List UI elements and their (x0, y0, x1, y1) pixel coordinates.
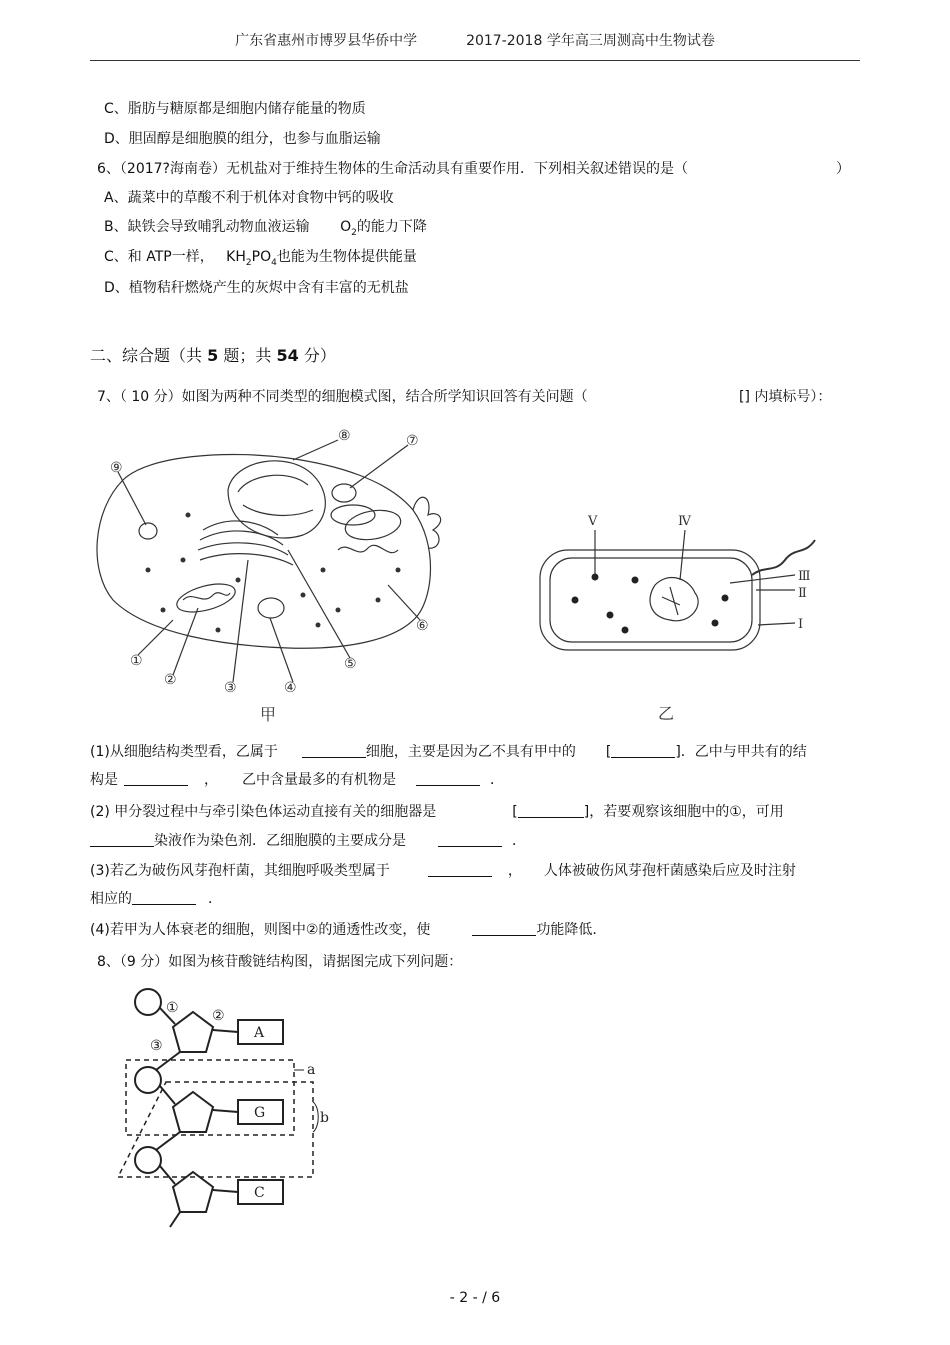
leader-4 (270, 618, 293, 682)
bond-p3 (160, 1166, 175, 1184)
q7-s3-b: ， (507, 863, 522, 879)
q7-s1-b: 细胞，主要是因为乙不具有甲中的 (365, 744, 576, 760)
q6-option-c-sub2: 4 (271, 257, 277, 268)
caption-yi: 乙 (658, 704, 675, 723)
phosphate-1 (135, 989, 161, 1015)
section-post: 分） (303, 346, 336, 365)
golgi-stack (198, 521, 293, 565)
q7-s1-d: 构是 (90, 772, 118, 788)
blank-4[interactable] (416, 771, 480, 786)
q7-s2-d: ． (512, 833, 526, 849)
label-9: ⑨ (110, 460, 123, 476)
q6-option-c-pre: C、和 ATP一样， (104, 249, 214, 265)
label-6: ⑥ (416, 618, 429, 634)
q8-stem: 8、（9 分）如图为核苷酸链结构图，请据图完成下列问题： (97, 954, 463, 970)
phosphate-3 (135, 1147, 161, 1173)
blank-7[interactable] (438, 832, 502, 847)
centriole-9 (139, 523, 157, 539)
blank-2[interactable] (611, 743, 675, 758)
q7-s1-g: ． (490, 772, 504, 788)
q7-s2-line1: (2) 甲分裂过程中与牵引染色体运动直接有关的细胞器是 [ ]，若要观察该细胞中的①，可用 (90, 804, 784, 820)
lysosome (258, 598, 284, 618)
label-III: Ⅲ (798, 569, 811, 584)
label-V: Ⅴ (588, 514, 598, 529)
caption-jia: 甲 (260, 705, 277, 724)
link-1 (156, 1052, 180, 1070)
mitochondrion-cristae (183, 593, 230, 600)
bond-base-c (213, 1190, 238, 1192)
leader-6 (388, 585, 420, 620)
q6-option-b-post: 的能力下降 (356, 219, 427, 235)
figure-bacterium (530, 505, 830, 725)
label-5: ⑤ (344, 656, 357, 672)
section-count: 5 (207, 346, 219, 365)
q5-option-c: C、脂肪与糖原都是细胞内储存能量的物质 (104, 101, 366, 117)
q6-option-b (104, 217, 427, 243)
q7-stem: 7、（ 10 分）如图为两种不同类型的细胞模式图，结合所学知识回答有关问题（ (97, 389, 588, 405)
label-II: Ⅱ (798, 586, 807, 601)
rough-er (338, 545, 398, 552)
q6-option-b-o: O (340, 219, 352, 235)
leader-9 (118, 472, 146, 525)
page-number: - 2 - / 6 (449, 1290, 501, 1306)
q7-s3-e: ． (208, 891, 222, 907)
q7-s4 (90, 920, 597, 940)
header-rule (90, 60, 860, 61)
q6-option-c-sub1: 2 (245, 257, 252, 268)
q7-s2-a: (2) 甲分裂过程中与牵引染色体运动直接有关的细胞器是 (90, 804, 437, 820)
section-score: 54 (276, 346, 299, 365)
q7-s3-d: 相应的 (90, 891, 132, 907)
q7-s4-b: 功能降低. (536, 922, 597, 938)
pentose-3 (173, 1172, 213, 1212)
header-title: 2017-2018 学年高三周测高中生物试卷 (466, 33, 715, 49)
q7-s3-line2 (90, 889, 222, 909)
link-3 (170, 1212, 180, 1227)
q7-s3-a: (3)若乙为破伤风芽孢杆菌，其细胞呼吸类型属于 (90, 863, 390, 879)
label-I: Ⅰ (798, 617, 804, 632)
blank-6[interactable] (90, 832, 154, 847)
bond-base-a (213, 1030, 238, 1032)
base-c: C (254, 1185, 265, 1201)
section-heading (90, 345, 336, 367)
base-a: A (254, 1025, 265, 1041)
q7-s2-line2 (90, 831, 526, 851)
q7-s4-a: (4)若甲为人体衰老的细胞，则图中②的通透性改变，使 (90, 922, 431, 938)
cell-membrane-yi (550, 558, 752, 642)
blank-3[interactable] (124, 771, 188, 786)
phosphate-2 (135, 1067, 161, 1093)
blank-1[interactable] (302, 743, 366, 758)
q6-option-c-post: 也能为生物体提供能量 (276, 249, 417, 265)
cell-membrane (97, 454, 431, 648)
base-g: G (254, 1105, 266, 1121)
pentose-2 (173, 1092, 213, 1132)
blank-8[interactable] (428, 862, 492, 877)
leader-5 (288, 550, 350, 658)
nucleus-envelope-line (238, 475, 308, 492)
figure-nucleotide-chain (108, 982, 333, 1232)
q6-option-c (104, 247, 417, 273)
header-school: 广东省惠州市博罗县华侨中学 (235, 33, 418, 49)
dashed-box-b (118, 1082, 313, 1177)
q7-s2-b: ，若要观察该细胞中的①，可用 (589, 804, 784, 820)
q7-s1-e: ， (204, 772, 218, 788)
q7-s1-f: 乙中含量最多的有机物是 (242, 772, 396, 788)
q7-s3-c: 人体被破伤风芽孢杆菌感染后应及时注射 (543, 863, 796, 879)
bond-base-g (213, 1110, 238, 1112)
blank-10[interactable] (472, 921, 536, 936)
label-b: b (320, 1110, 329, 1126)
q6-option-b-sub: 2 (351, 227, 357, 238)
leader-8 (293, 440, 338, 460)
blank-5[interactable] (518, 803, 584, 818)
q7-s1-a: (1)从细胞结构类型看，乙属于 (90, 744, 278, 760)
q7-s2-c: 染液作为染色剂．乙细胞膜的主要成分是 (154, 833, 406, 849)
q7-s1-line2 (90, 770, 504, 790)
nucleus (228, 461, 325, 538)
q7-s1-line1: (1)从细胞结构类型看，乙属于 细胞，主要是因为乙不具有甲中的 [ ]．乙中与甲共有的结 (90, 744, 807, 760)
q6-option-c-po: PO (251, 249, 272, 265)
nucleoid (650, 577, 698, 620)
q6-option-b-pre: B、缺铁会导致哺乳动物血液运输 (104, 219, 310, 235)
section-mid: 题；共 (223, 346, 272, 365)
q7-stem-tail: [] 内填标号）： (739, 389, 832, 405)
q7-s3-line1 (90, 861, 796, 881)
label-8: ⑧ (338, 428, 351, 444)
leader-I (758, 623, 795, 625)
label-2: ② (164, 672, 177, 688)
nucleus-inner-line (243, 505, 313, 515)
q5-option-d: D、胆固醇是细胞膜的组分，也参与血脂运输 (104, 131, 381, 147)
label-circle-2: ② (212, 1008, 225, 1024)
label-circle-3: ③ (150, 1038, 163, 1054)
leader-III (730, 575, 795, 583)
mitochondrion-right-2 (331, 505, 375, 525)
leader-IV (680, 530, 685, 580)
pentose-1 (173, 1012, 213, 1052)
q7-s1-c: ．乙中与甲共有的结 (680, 744, 807, 760)
label-4: ④ (284, 680, 297, 696)
leader-2 (173, 608, 198, 675)
q6-option-a: A、蔬菜中的草酸不利于机体对食物中钙的吸收 (104, 190, 394, 206)
page-header (0, 30, 950, 50)
section-pre: 二、综合题（共 (90, 346, 203, 365)
leader-3 (233, 560, 248, 682)
label-7: ⑦ (406, 433, 419, 449)
label-1: ① (130, 653, 143, 669)
q6-close-paren: ） (836, 161, 850, 177)
label-IV: Ⅳ (678, 514, 691, 529)
leader-7 (350, 445, 408, 488)
figure-animal-cell (88, 420, 448, 725)
label-circle-1: ① (166, 1000, 179, 1016)
q6-stem: 6、（2017?海南卷）无机盐对于维持生物体的生命活动具有重要作用．下列相关叙述错误的是（ (97, 161, 688, 177)
label-3: ③ (224, 680, 237, 696)
q6-option-c-kh: KH (226, 249, 246, 265)
blank-9[interactable] (132, 890, 196, 905)
mitochondrion-left (174, 579, 238, 618)
label-a: a (307, 1062, 316, 1078)
q6-option-d: D、植物秸秆燃烧产生的灰烬中含有丰富的无机盐 (104, 280, 409, 296)
